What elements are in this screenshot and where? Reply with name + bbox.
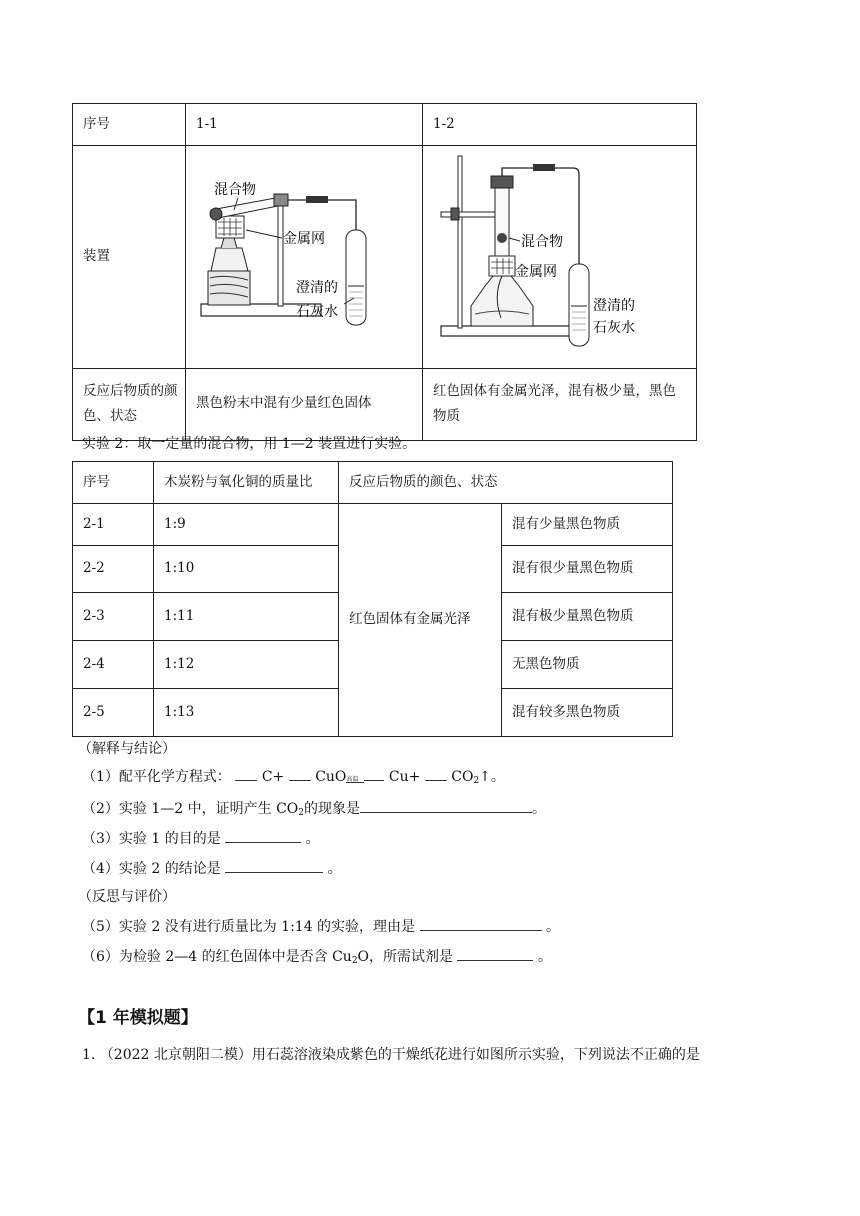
apparatus-diagram-1-cell bbox=[186, 146, 423, 369]
merged-result-cell: 红色固体有金属光泽 bbox=[339, 504, 502, 737]
q6-mid: O，所需试剂是 bbox=[357, 949, 454, 965]
experiment1-table bbox=[72, 103, 697, 441]
table-row-id: 2-2 bbox=[73, 546, 154, 593]
q5-text: （5）实验 2 没有进行质量比为 1:14 的实验，理由是 bbox=[82, 919, 416, 935]
q2-end: 。 bbox=[532, 801, 546, 817]
q2-prefix: （2）实验 1—2 中，证明产生 CO bbox=[82, 801, 299, 817]
q1-co2: CO bbox=[451, 769, 474, 785]
header-1-1: 1-1 bbox=[186, 104, 423, 146]
q1-blank-c[interactable] bbox=[235, 766, 257, 781]
q2-suffix: 的现象是 bbox=[304, 801, 360, 817]
q1-prefix: （1）配平化学方程式： bbox=[82, 769, 231, 785]
table-row-id: 2-5 bbox=[73, 689, 154, 737]
section-explain: （解释与结论） bbox=[78, 741, 176, 757]
question-5 bbox=[82, 916, 560, 936]
q1-cu: Cu+ bbox=[388, 769, 421, 785]
table-row-ratio: 1:9 bbox=[154, 504, 339, 546]
q4-text: （4）实验 2 的结论是 bbox=[82, 861, 221, 877]
question-3 bbox=[82, 828, 320, 848]
result-1-2: 红色固体有金属光泽，混有极少量，黑色物质 bbox=[423, 368, 697, 440]
experiment2-table bbox=[72, 461, 673, 737]
result-1-1: 黑色粉末中混有少量红色固体 bbox=[186, 368, 423, 440]
q2-sub: 2 bbox=[298, 808, 304, 818]
diagram2-mesh-label: 金属网 bbox=[515, 264, 557, 280]
q1-arrow: ↑。 bbox=[479, 769, 505, 785]
problem-1: 1. （2022 北京朝阳二模）用石蕊溶液染成紫色的干燥纸花进行如图所示实验，下列说法不正确的是 bbox=[82, 1047, 700, 1063]
table-row-ratio: 1:11 bbox=[154, 593, 339, 641]
t2-header-result: 反应后物质的颜色、状态 bbox=[339, 462, 673, 504]
header-1-2: 1-2 bbox=[423, 104, 697, 146]
t2-header-index: 序号 bbox=[73, 462, 154, 504]
question-2 bbox=[82, 798, 546, 818]
table-row-ratio: 1:10 bbox=[154, 546, 339, 593]
q1-c: C+ bbox=[261, 769, 285, 785]
q4-answer-blank[interactable] bbox=[225, 858, 323, 873]
question-1 bbox=[82, 766, 505, 786]
section-reflect: （反思与评价） bbox=[78, 889, 176, 905]
diagram2-limewater-label-2: 石灰水 bbox=[593, 320, 635, 336]
q6-sub: 2 bbox=[351, 956, 358, 966]
table-row-result: 混有少量黑色物质 bbox=[502, 504, 673, 546]
q1-condition: 高温 bbox=[346, 776, 359, 783]
diagram1-limewater-label-2: 石灰水 bbox=[296, 304, 338, 320]
diagram1-mixture-label: 混合物 bbox=[214, 182, 256, 198]
q5-answer-blank[interactable] bbox=[420, 916, 542, 931]
table-row-result: 混有很少量黑色物质 bbox=[502, 546, 673, 593]
diagram1-limewater-label-1: 澄清的 bbox=[296, 280, 338, 296]
q6-answer-blank[interactable] bbox=[457, 946, 533, 961]
q1-blank-cu[interactable] bbox=[364, 766, 384, 781]
question-6 bbox=[82, 946, 552, 966]
header-index: 序号 bbox=[73, 104, 186, 146]
diagram2-mixture-label: 混合物 bbox=[521, 234, 563, 250]
question-4 bbox=[82, 858, 342, 878]
q6-prefix: （6）为检验 2—4 的红色固体中是否含 Cu bbox=[82, 949, 352, 965]
q5-end: 。 bbox=[545, 919, 560, 935]
q6-end: 。 bbox=[537, 949, 552, 965]
apparatus-diagram-2 bbox=[423, 146, 695, 358]
q1-cuo: CuO bbox=[315, 769, 347, 785]
q3-answer-blank[interactable] bbox=[225, 828, 301, 843]
table-row-id: 2-3 bbox=[73, 593, 154, 641]
diagram2-limewater-label-1: 澄清的 bbox=[593, 298, 635, 314]
q4-end: 。 bbox=[327, 861, 342, 877]
table-row-id: 2-1 bbox=[73, 504, 154, 546]
table-row-ratio: 1:13 bbox=[154, 689, 339, 737]
apparatus-label: 装置 bbox=[73, 146, 186, 369]
q3-end: 。 bbox=[305, 831, 320, 847]
apparatus-diagram-1 bbox=[186, 146, 422, 358]
q3-text: （3）实验 1 的目的是 bbox=[82, 831, 221, 847]
q2-answer-blank[interactable] bbox=[360, 798, 532, 813]
q1-blank-co2[interactable] bbox=[425, 766, 447, 781]
diagram1-mesh-label: 金属网 bbox=[283, 231, 325, 247]
t2-header-ratio: 木炭粉与氧化铜的质量比 bbox=[154, 462, 339, 504]
table-row-id: 2-4 bbox=[73, 641, 154, 689]
table-row-result: 混有极少量黑色物质 bbox=[502, 593, 673, 641]
section-title: 【1 年模拟题】 bbox=[78, 1008, 198, 1028]
apparatus-diagram-2-cell bbox=[423, 146, 697, 369]
result-label: 反应后物质的颜色、状态 bbox=[73, 368, 186, 440]
q1-blank-cuo[interactable] bbox=[289, 766, 311, 781]
table-row-ratio: 1:12 bbox=[154, 641, 339, 689]
table-row-result: 混有较多黑色物质 bbox=[502, 689, 673, 737]
experiment2-intro: 实验 2：取一定量的混合物，用 1—2 装置进行实验。 bbox=[82, 436, 417, 452]
q1-co2-sub: 2 bbox=[473, 776, 480, 786]
table-row-result: 无黑色物质 bbox=[502, 641, 673, 689]
